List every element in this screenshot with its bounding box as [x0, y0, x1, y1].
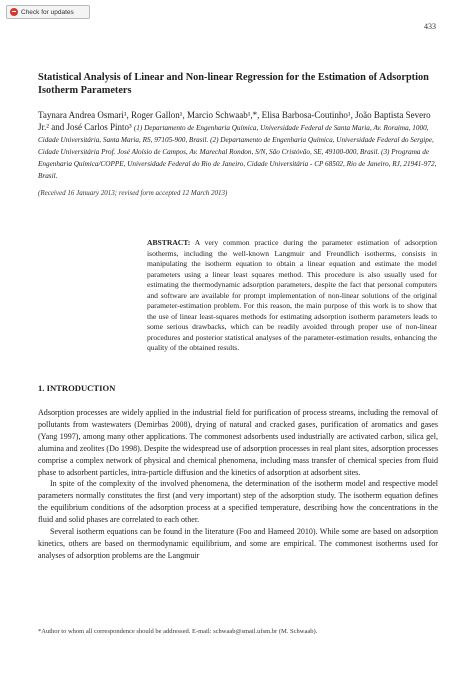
paragraph: Adsorption processes are widely applied in the industrial field for purification of process streams, including the removal of pollutants from wastewaters (Demirbas 2008), drying of natural and cracked gases, purification of aromatics and gases (Yang 1997), among many other applications. The commonest adsorbents used industrially are activated carbon, silica gel, alumina and zeolites (Do 1998). Despite the widespread use of adsorption processes in real plant sites, adsorption processes comprise a complex network of physical and chemical phenomena, including mass transfer of chemical species from fluid phase to adsorbent particles, intra-particle diffusion and the kinetics of adsorption at adsorbent sites. [38, 408, 438, 477]
abstract-label: ABSTRACT: [147, 238, 191, 247]
paragraph: Several isotherm equations can be found in the literature (Foo and Hameed 2010). While some are based on adsorption kinetics, others are based on thermodynamic equilibrium, and some are empirical. The commonest isotherms used for analyses of adsorption problems are the Langmuir [38, 527, 438, 560]
section-heading: 1. INTRODUCTION [38, 383, 116, 393]
received-dates: (Received 16 January 2013; revised form accepted 12 March 2013) [38, 189, 228, 197]
affiliations: (1) Departamento de Engenharia Química, Universidade Federal de Santa Maria, Av. Roraima, 1000, Cidade Universitária, Santa Maria, RS, 97105-900, Brasil. (2) Departamento de Engenharia Química, Universidade Federal do Sergipe, Cidade Universitária Prof. José Aloísio de Campos, Av. Marechal Rondon, S/N, São Cristóvão, SE, 49100-000, Brasil. (3) Programa de Engenharia Química/COPPE, Universidade Federal do Rio de Janeiro, Cidade Universitária - CP 68502, Rio de Janeiro, RJ, 21941-972, Brasil. [38, 123, 437, 180]
check-for-updates-button[interactable] [6, 5, 90, 19]
paragraph: In spite of the complexity of the involved phenomena, the determination of the isotherm model and respective model parameters normally constitutes the first (and very important) step of the adsorption study. The isotherm equation defines the equilibrium conditions of the adsorption process at a specified temperature, describing how the concentrations in the fluid and solid phases are correlated to each other. [38, 479, 438, 525]
footnote: *Author to whom all correspondence should be addressed. E-mail: schwaab@smail.ufsm.br (M. Schwaab). [38, 628, 318, 635]
body-text [38, 407, 438, 562]
article-title: Statistical Analysis of Linear and Non-linear Regression for the Estimation of Adsorption Isotherm Parameters [38, 72, 429, 96]
abstract [147, 238, 437, 354]
author-block [38, 110, 438, 182]
check-for-updates-label: Check for updates [21, 8, 74, 16]
author-list: Taynara Andrea Osmari¹, Roger Gallon¹, Marcio Schwaab¹,*, Elisa Barbosa-Coutinho¹, João Baptista Severo Jr.² and José Carlos Pinto³ [38, 110, 431, 132]
abstract-text: A very common practice during the parameter estimation of adsorption isotherms, including the well-known Langmuir and Freundlich isotherms, consists in manipulating the isotherm equation to obtain a linear equation and estimate the model parameters using a linear least squares method. This procedure is also usually used for estimating the thermodynamic adsorption parameters, despite the fact that personal computers and software are available for prompt implementation of non-linear solutions of the original parameter-estimation problem. For this reason, the main purpose of this work is to show that the use of linear least-squares methods for estimating adsorption isotherm parameters leads to some serious drawbacks, which can be readily avoided through proper use of non-linear procedures and posterior statistical analyses of the parameter-estimation results, enhancing the quality of the obtained results. [147, 238, 437, 353]
check-updates-icon [10, 8, 18, 16]
page-number: 433 [424, 22, 436, 31]
